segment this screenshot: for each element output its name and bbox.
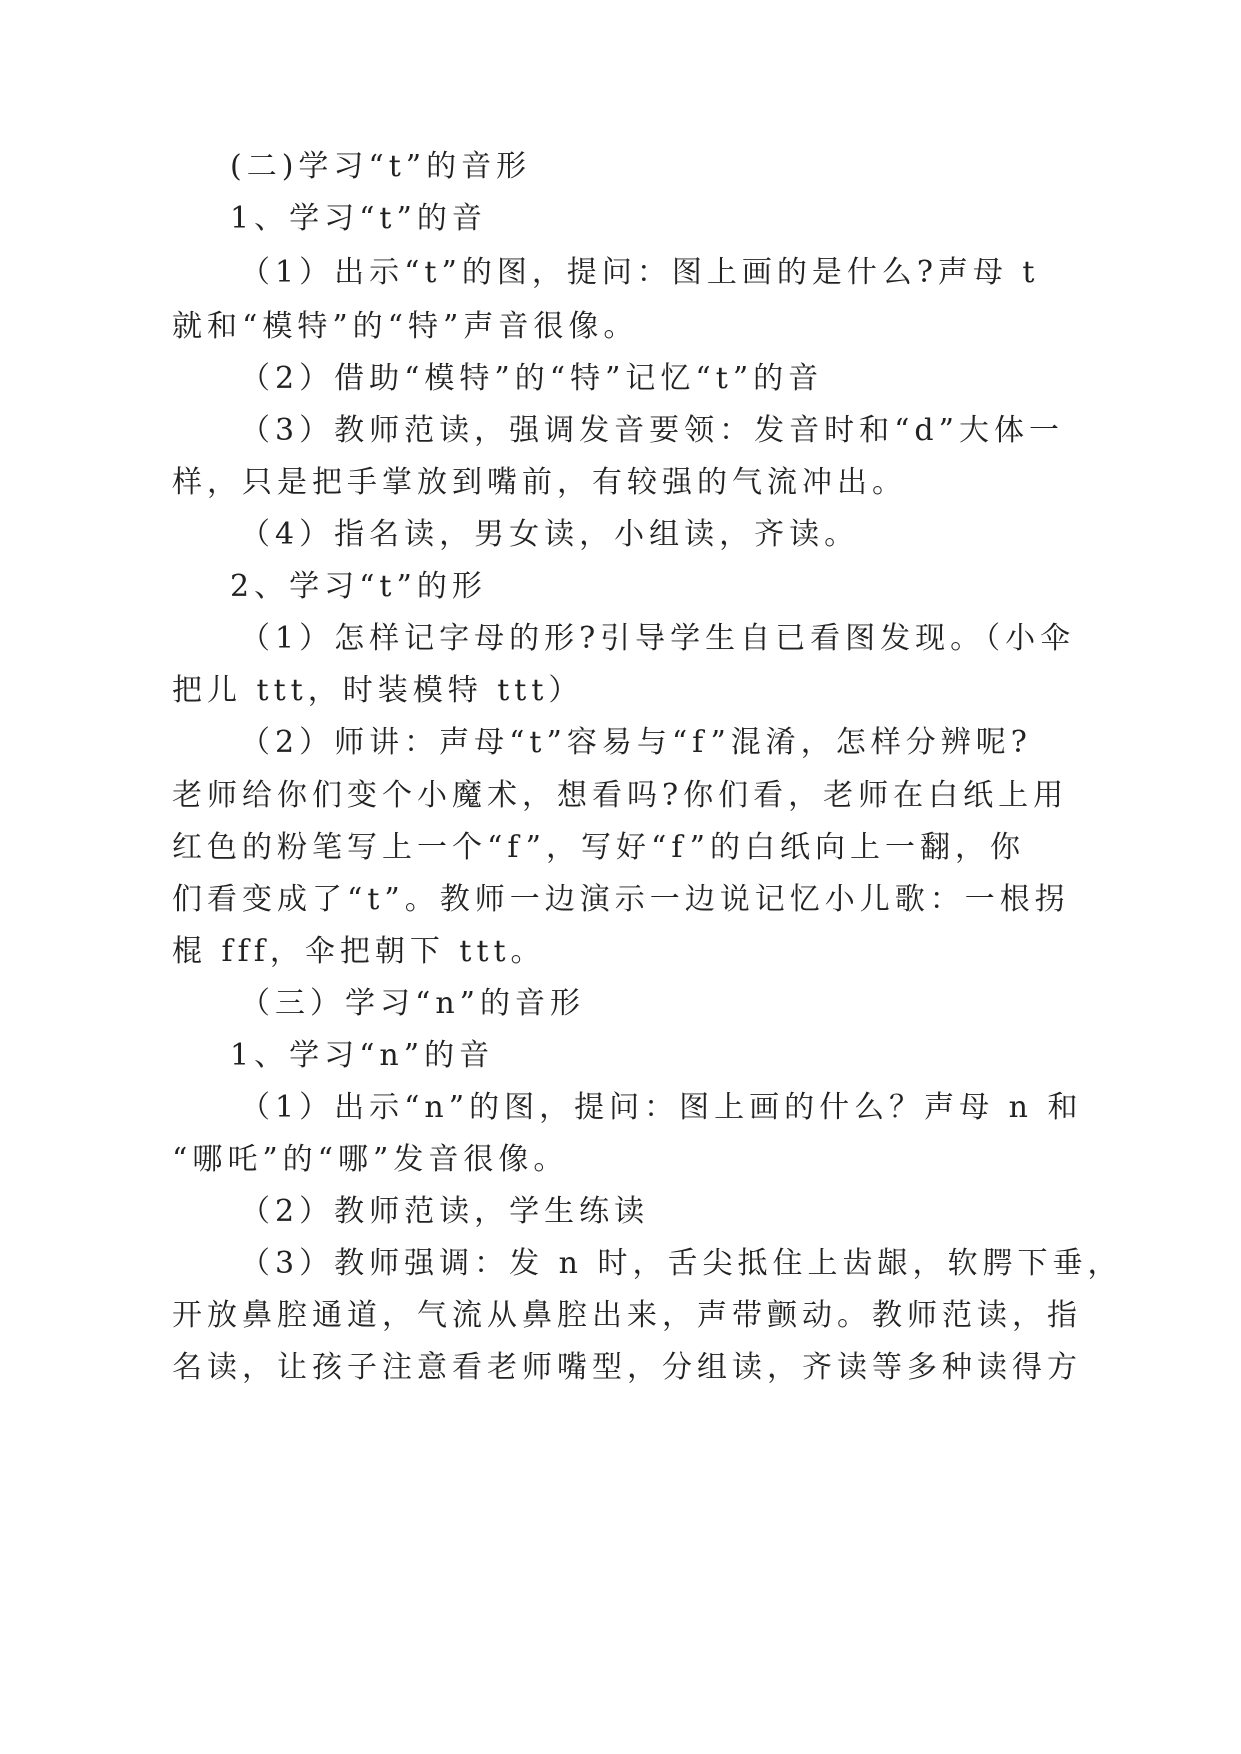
paragraph-line: 把儿 ttt，时装模特 ttt） — [172, 673, 584, 708]
paragraph-line: 样，只是把手掌放到嘴前，有较强的气流冲出。 — [172, 465, 907, 500]
paragraph-line: （3）教师范读，强调发音要领：发音时和“d”大体一 — [240, 413, 1064, 448]
subheading-n-sound: 1、学习“n”的音 — [230, 1038, 495, 1073]
paragraph-line: 就和“模特”的“特”声音很像。 — [172, 309, 639, 344]
paragraph-line: 开放鼻腔通道，气流从鼻腔出来，声带颤动。教师范读，指 — [172, 1298, 1082, 1333]
paragraph-line: （1）怎样记字母的形?引导学生自已看图发现。（小伞 — [240, 621, 1076, 656]
subheading-t-sound: 1、学习“t”的音 — [230, 201, 487, 236]
paragraph-line: 们看变成了“t”。教师一边演示一边说记忆小儿歌：一根拐 — [172, 882, 1070, 917]
paragraph-line: 棍 fff，伞把朝下 ttt。 — [172, 934, 546, 969]
paragraph-line: （4）指名读，男女读，小组读，齐读。 — [240, 517, 860, 552]
paragraph-line: 红色的粉笔写上一个“f”，写好“f”的白纸向上一翻，你 — [172, 830, 1025, 865]
paragraph-line: （3）教师强调：发 n 时，舌尖抵住上齿龈，软腭下垂， — [240, 1246, 1123, 1281]
subheading-t-shape: 2、学习“t”的形 — [230, 569, 487, 604]
paragraph-line: （2）借助“模特”的“特”记忆“t”的音 — [240, 361, 824, 396]
paragraph-line: 老师给你们变个小魔术，想看吗?你们看，老师在白纸上用 — [172, 778, 1069, 813]
paragraph-line: （2）师讲：声母“t”容易与“f”混淆，怎样分辨呢? — [240, 725, 1032, 760]
paragraph-line: “哪吒”的“哪”发音很像。 — [172, 1142, 569, 1177]
heading-learn-n: （三）学习“n”的音形 — [240, 986, 585, 1021]
paragraph-line: 名读，让孩子注意看老师嘴型，分组读，齐读等多种读得方 — [172, 1350, 1082, 1385]
heading-learn-t: (二)学习“t”的音形 — [230, 149, 532, 184]
paragraph-line: （1）出示“n”的图，提问：图上画的什么？声母 n 和 — [240, 1090, 1083, 1125]
paragraph-line: （1）出示“t”的图，提问：图上画的是什么?声母 t — [240, 255, 1040, 290]
paragraph-line: （2）教师范读，学生练读 — [240, 1194, 650, 1229]
